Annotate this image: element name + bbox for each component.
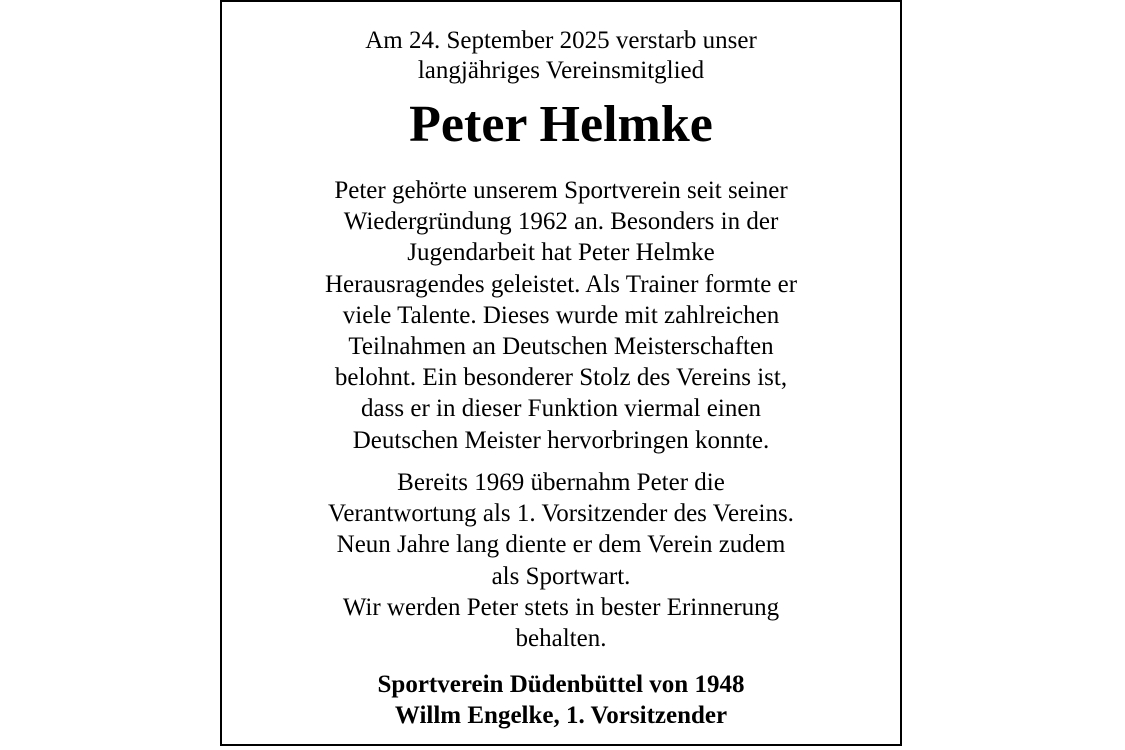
paragraph-line: Neun Jahre lang diente er dem Verein zudem (336, 531, 786, 559)
paragraph-line: Bereits 1969 übernahm Peter die (397, 469, 725, 496)
club-name: Sportverein Düdenbüttel von 1948 (377, 671, 745, 698)
signatory: Willm Engelke, 1. Vorsitzender (394, 702, 728, 729)
obituary-notice (220, 0, 902, 746)
signature-block (222, 669, 900, 731)
tribute-paragraph-1 (222, 175, 900, 456)
paragraph-line: Peter gehörte unserem Sportverein seit seiner (334, 177, 788, 204)
paragraph-line: viele Talente. Dieses wurde mit zahlreichen (342, 301, 780, 329)
paragraph-line: Wiedergründung 1962 an. Besonders in der (343, 208, 779, 236)
paragraph-line: dass er in dieser Funktion viermal einen (361, 395, 761, 423)
paragraph-line: Herausragendes geleistet. Als Trainer formte er (324, 270, 798, 298)
paragraph-line: Deutschen Meister hervorbringen konnte. (352, 426, 770, 454)
paragraph-line: belohnt. Ein besonderer Stolz des Vereins ist, (334, 364, 788, 392)
paragraph-line: Verantwortung als 1. Vorsitzender des Vereins. (328, 500, 794, 528)
paragraph-line: als Sportwart. (491, 562, 631, 590)
paragraph-line: Jugendarbeit hat Peter Helmke (407, 239, 715, 267)
paragraph-line: Teilnahmen an Deutschen Meisterschaften (348, 333, 774, 361)
intro-line: Am 24. September 2025 verstarb unser (365, 27, 757, 54)
paragraph-line: Wir werden Peter stets in bester Erinnerung (342, 593, 780, 621)
tribute-paragraph-2 (222, 467, 900, 654)
intro-text (222, 26, 900, 86)
paragraph-line: behalten. (515, 625, 607, 653)
intro-line: langjähriges Vereinsmitglied (417, 57, 705, 84)
deceased-name: Peter Helmke (409, 96, 713, 153)
